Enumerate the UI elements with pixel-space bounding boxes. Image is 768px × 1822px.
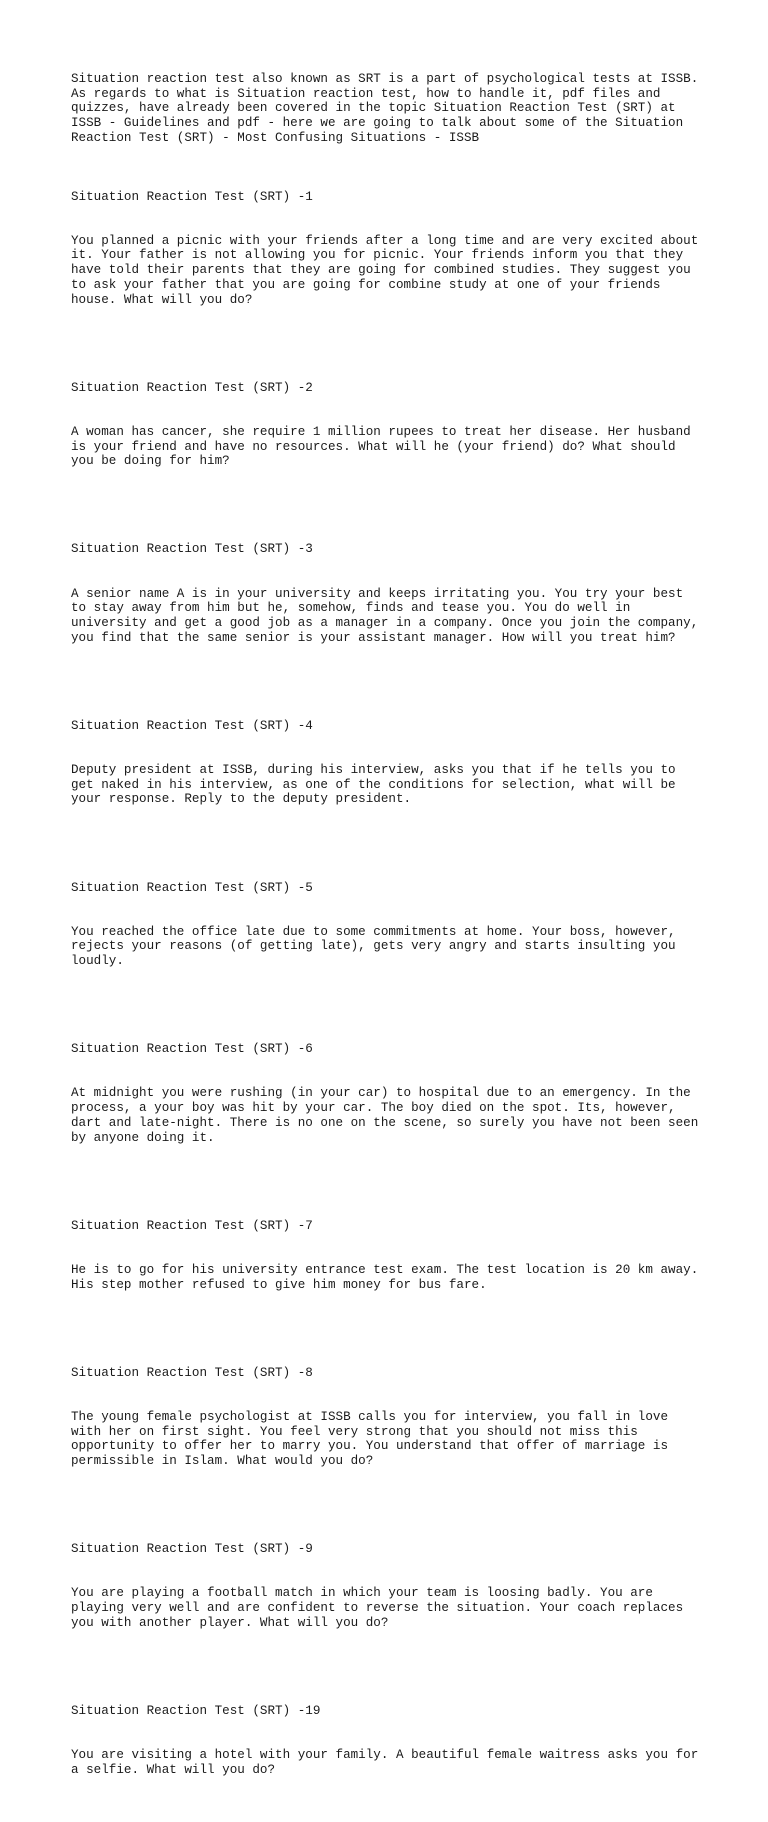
section-body: You are playing a football match in which your team is loosing badly. You are playing very well and are confident to reverse the situation. Your coach replaces you with another player. What will you do? [71,1586,684,1630]
section-heading: Situation Reaction Test (SRT) -8 [71,1365,313,1380]
intro-paragraph: Situation reaction test also known as SRT is a part of psychological tests at ISSB. As regards to what is Situation reaction test, how to handle it, pdf files and quizzes, have already been covered in the topic Situation Reaction Test (SRT) at ISSB - Guidelines and pdf - here we are going to talk about some of the Situation Reaction Test (SRT) - Most Confusing Situations - ISSB [71,72,699,145]
section-body: A senior name A is in your university and keeps irritating you. You try your best to stay away from him but he, somehow, finds and tease you. You do well in university and get a good job as a manager in a company. Once you join the company, you find that the same senior is your assistant manager. How will you treat him? [71,586,699,645]
section-heading: Situation Reaction Test (SRT) -1 [71,189,313,204]
srt-section-1 [71,160,711,336]
srt-section-3 [71,513,711,675]
section-body: At midnight you were rushing (in your car) to hospital due to an emergency. In the process, a your boy was hit by your car. The boy died on the spot. Its, however, dart and late-night. There is no one on the scene, so surely you have not been seen by anyone doing it. [71,1086,699,1145]
section-heading: Situation Reaction Test (SRT) -9 [71,1542,313,1557]
srt-section-4 [71,689,711,836]
section-heading: Situation Reaction Test (SRT) -3 [71,542,313,557]
srt-section-6 [71,1013,711,1175]
srt-section-5 [71,851,711,998]
section-body: Deputy president at ISSB, during his interview, asks you that if he tells you to get naked in his interview, as one of the conditions for selection, what will be your response. Reply to the deputy president. [71,762,676,807]
section-body: He is to go for his university entrance test exam. The test location is 20 km away. His step mother refused to give him money for bus fare. [71,1262,699,1292]
section-body: You are visiting a hotel with your family. A beautiful female waitress asks you for a selfie. What will you do? [71,1748,699,1777]
section-heading: Situation Reaction Test (SRT) -4 [71,718,313,733]
section-body: You planned a picnic with your friends after a long time and are very excited about it. Your father is not allowing you for picnic. Your friends inform you that they have told their parents that they are going for combined studies. They suggest you to ask your father that you are going for combine study at one of your friends house. What will you do? [71,233,699,307]
srt-section-19 [71,1674,711,1806]
section-body: You reached the office late due to some commitments at home. Your boss, however, rejects your reasons (of getting late), gets very angry and starts insulting you loudly. [71,924,676,969]
document-page [71,72,711,1822]
section-body: A woman has cancer, she require 1 million rupees to treat her disease. Her husband is your friend and have no resources. What will he (your friend) do? What should you be doing for him? [71,424,691,469]
section-heading: Situation Reaction Test (SRT) -19 [71,1703,321,1718]
section-heading: Situation Reaction Test (SRT) -2 [71,380,313,395]
section-body: The young female psychologist at ISSB calls you for interview, you fall in love with her on first sight. You feel very strong that you should not miss this opportunity to offer her to marry you. You understand that offer of marriage is permissible in Islam. What would you do? [71,1409,669,1468]
srt-section-2 [71,351,711,498]
srt-section-9 [71,1513,711,1660]
srt-section-7 [71,1189,711,1321]
section-heading: Situation Reaction Test (SRT) -7 [71,1218,313,1233]
srt-section-8 [71,1336,711,1498]
section-heading: Situation Reaction Test (SRT) -6 [71,1042,313,1057]
section-heading: Situation Reaction Test (SRT) -5 [71,880,313,895]
